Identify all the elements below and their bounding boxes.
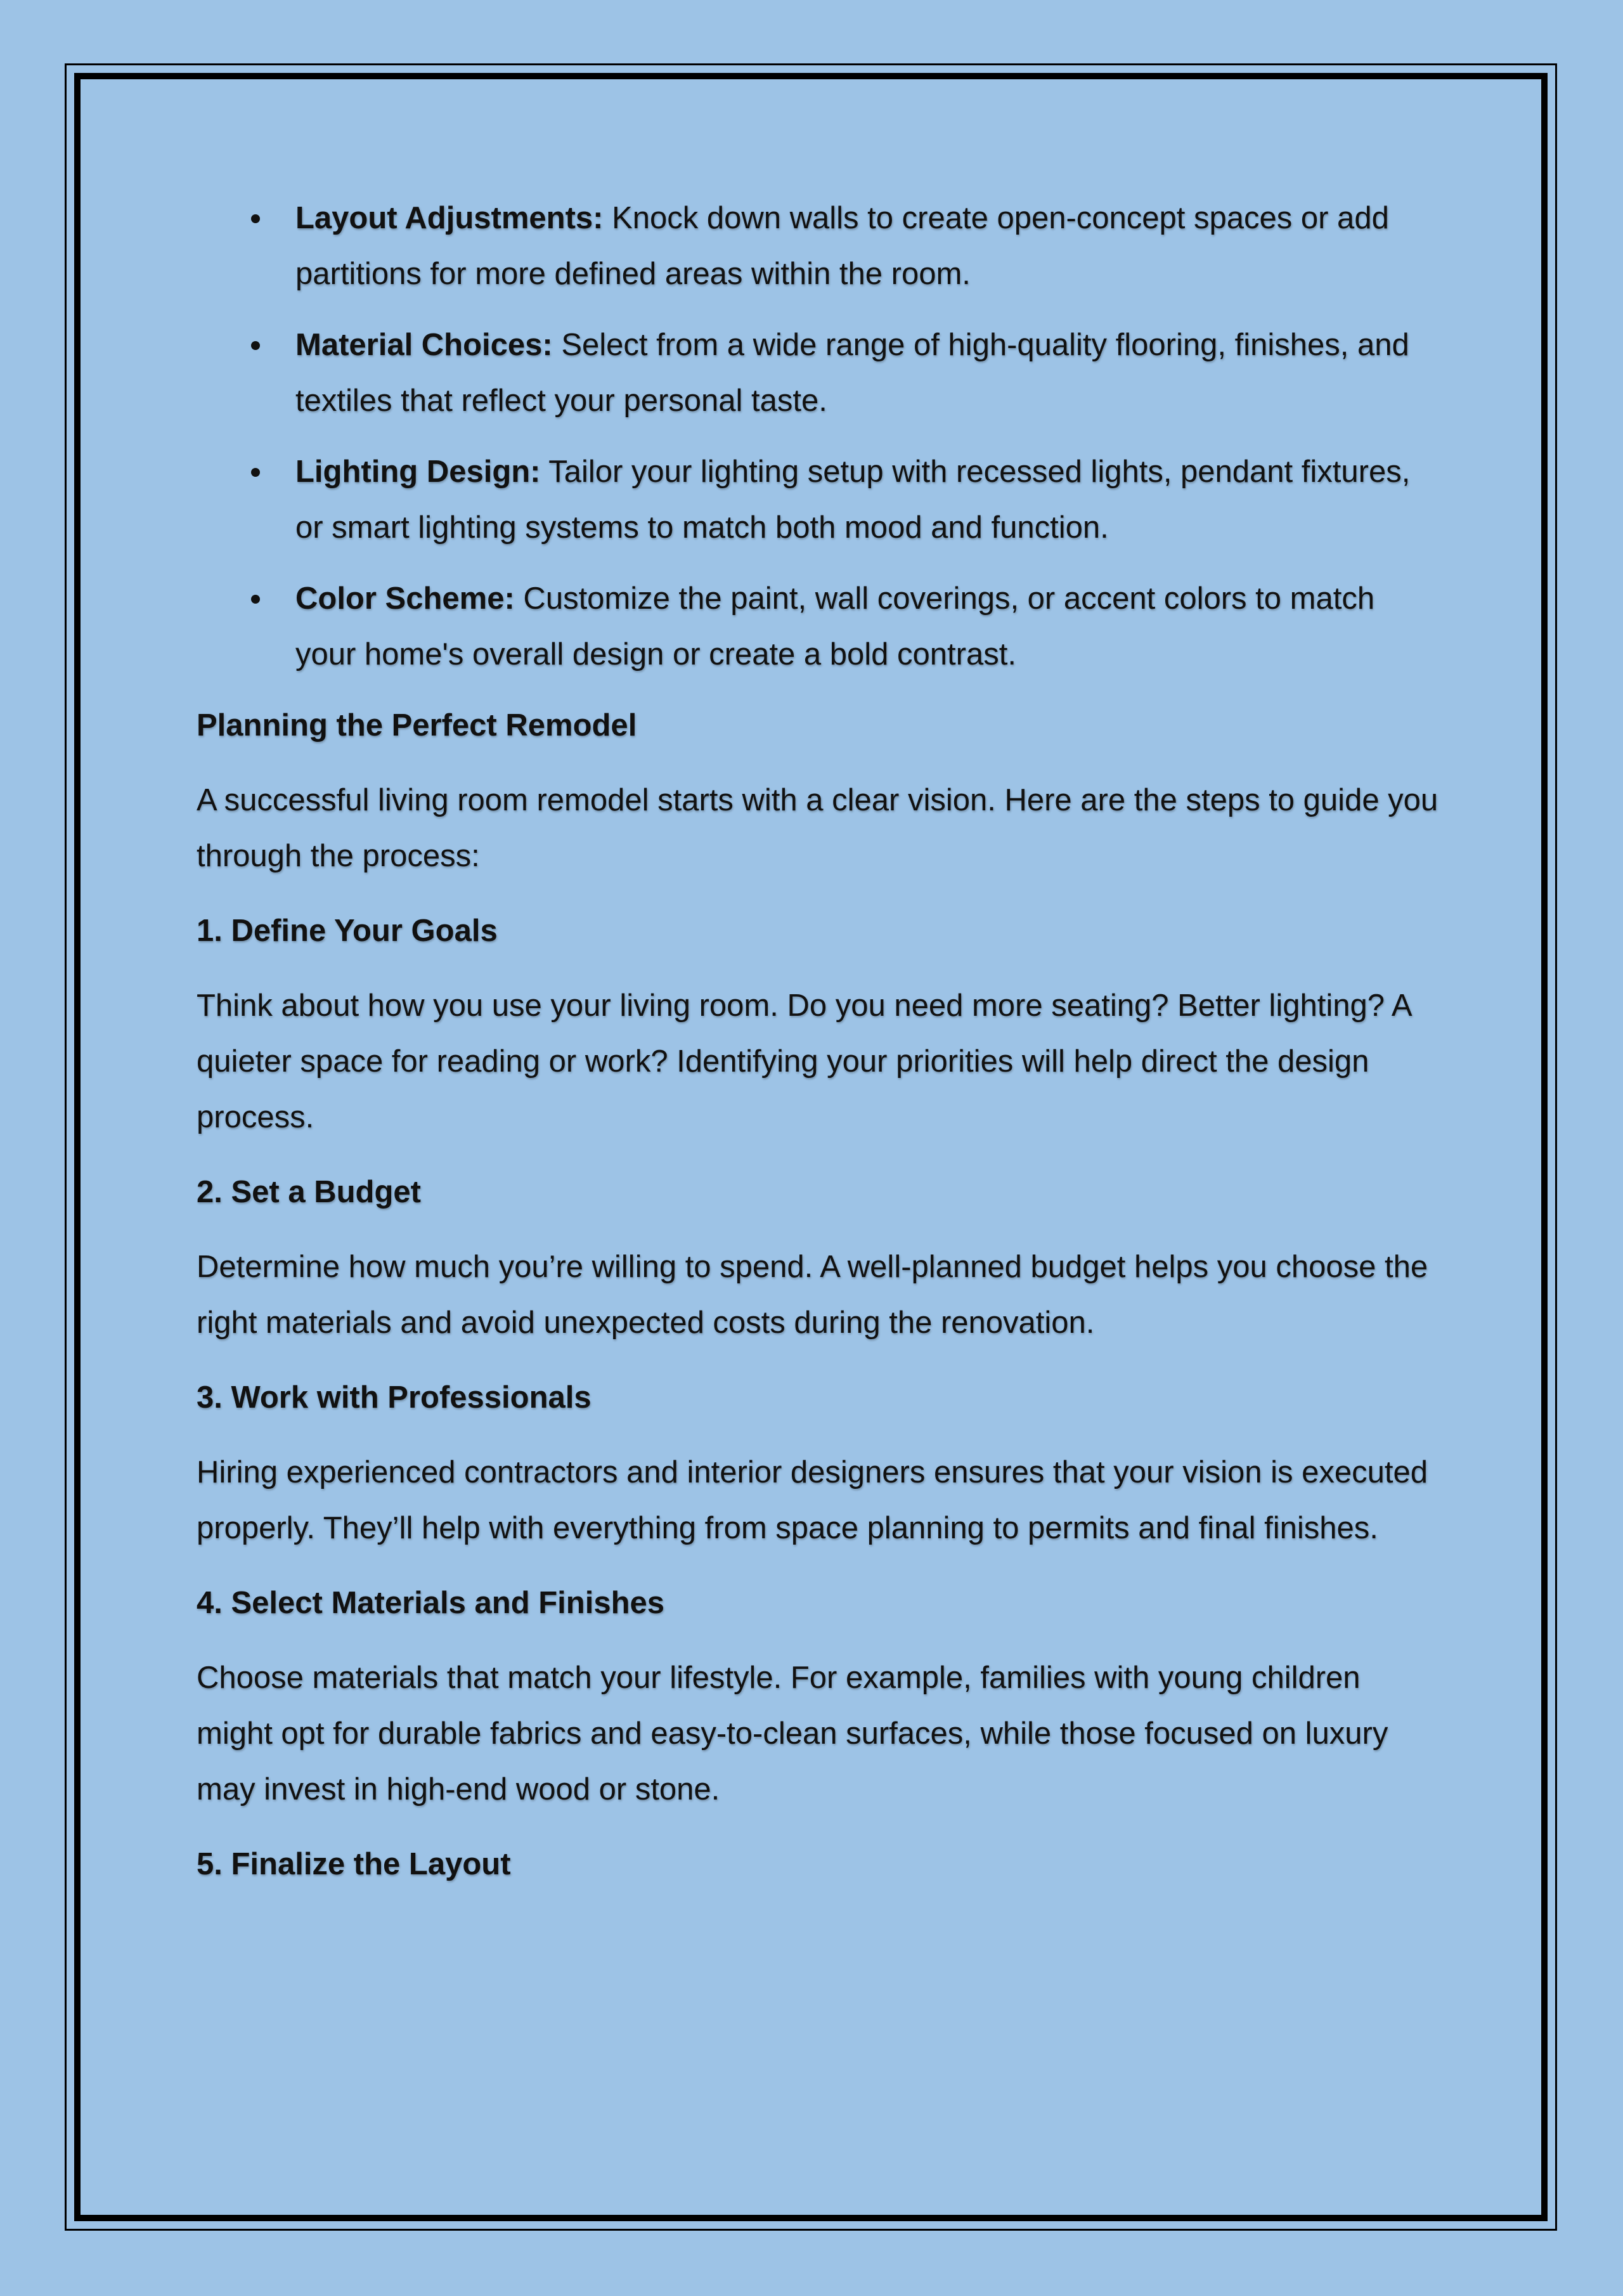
bullet-text: Tailor your lighting setup with recessed lights, pendant fixtures, or smart lighting systems to match both mood and function. — [295, 455, 1411, 545]
step-heading-finalize-layout: 5. Finalize the Layout — [197, 1847, 511, 1881]
bullet-material-choices — [197, 317, 1439, 429]
bullet-icon — [251, 341, 260, 350]
bullet-color-scheme — [197, 571, 1439, 682]
section-intro: A successful living room remodel starts with a clear vision. Here are the steps to guide you through the process: — [197, 783, 1439, 873]
step-heading-work-with-professionals: 3. Work with Professionals — [197, 1380, 592, 1415]
bullet-title: Lighting Design: — [295, 455, 541, 489]
bullet-title: Layout Adjustments: — [295, 201, 604, 235]
bullet-text: Knock down walls to create open-concept spaces or add partitions for more defined areas within the room. — [295, 201, 1389, 291]
bullet-icon — [251, 468, 260, 477]
bullet-lighting-design — [197, 444, 1439, 555]
bullet-icon — [251, 595, 260, 604]
bullet-text: Customize the paint, wall coverings, or accent colors to match your home's overall design or create a bold contrast. — [295, 581, 1375, 671]
feature-bullet-list — [197, 190, 1439, 682]
bullet-title: Material Choices: — [295, 328, 553, 362]
step-heading-define-goals: 1. Define Your Goals — [197, 914, 498, 948]
step-body-define-goals: Think about how you use your living room. Do you need more seating? Better lighting? A quieter space for reading or work? Identifying your priorities will help direct the design process. — [197, 989, 1411, 1134]
step-heading-select-materials: 4. Select Materials and Finishes — [197, 1586, 665, 1620]
step-body-set-budget: Determine how much you’re willing to spend. A well-planned budget helps you choose the right materials and avoid unexpected costs during the renovation. — [197, 1250, 1428, 1340]
step-body-work-with-professionals: Hiring experienced contractors and interior designers ensures that your vision is executed properly. They’ll help with everything from space planning to permits and final finishes. — [197, 1455, 1428, 1545]
step-heading-set-budget: 2. Set a Budget — [197, 1175, 421, 1209]
bullet-layout-adjustments — [197, 190, 1439, 302]
bullet-text: Select from a wide range of high-quality flooring, finishes, and textiles that reflect your personal taste. — [295, 328, 1409, 418]
bullet-title: Color Scheme: — [295, 581, 515, 616]
document-content — [197, 190, 1439, 1911]
bullet-icon — [251, 214, 260, 223]
section-heading: Planning the Perfect Remodel — [197, 708, 637, 743]
step-body-select-materials: Choose materials that match your lifestyle. For example, families with young children might opt for durable fabrics and easy-to-clean surfaces, while those focused on luxury may invest in high-end wood or stone. — [197, 1661, 1388, 1806]
